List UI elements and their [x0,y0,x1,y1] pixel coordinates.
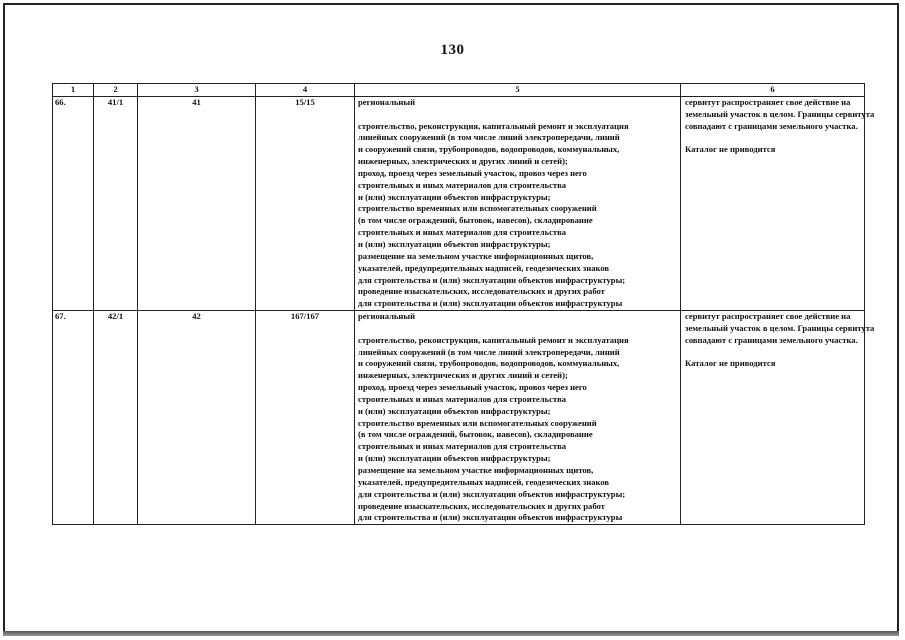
purpose-line: строительных и иных материалов для строительства [358,179,567,190]
purpose-line: и (или) эксплуатации объектов инфраструктуры; [358,191,551,202]
purpose-line: и сооружений связи, трубопроводов, водопроводов, коммунальных, [358,144,620,155]
purpose-line: и (или) эксплуатации объектов инфраструктуры; [358,238,551,249]
spacer [685,347,862,359]
purpose-line: линейных сооружений (в том числе линий электропередачи, линий [358,132,620,143]
note-line: земельный участок в целом. Границы сервитута [685,108,875,119]
note-line: совпадают с границами земельного участка. [685,120,858,131]
purpose-line: (в том числе ограждений, бытовок, навесов), складирование [358,215,593,226]
cell-col4: 15/15 [256,96,355,310]
purpose-line: и (или) эксплуатации объектов инфраструктуры; [358,405,551,416]
purpose-line: строительных и иных материалов для строительства [358,227,567,238]
cell-col2: 41/1 [94,96,138,310]
purpose-cell [355,96,681,310]
header-cell: 6 [681,84,865,97]
spacer [358,323,678,335]
purpose-line: для строительства и (или) эксплуатации объектов инфраструктуры; [358,488,626,499]
purpose-line: и (или) эксплуатации объектов инфраструктуры; [358,453,551,464]
cell-col4: 167/167 [256,311,355,525]
purpose-cell [355,311,681,525]
note-line: совпадают с границами земельного участка. [685,334,858,345]
purpose-line: для строительства и (или) эксплуатации объектов инфраструктуры [358,298,623,309]
cell-col2: 42/1 [94,311,138,525]
purpose-line: строительство временных или вспомогательных сооружений [358,203,597,214]
note-cell [681,311,875,525]
purpose-line: проход, проезд через земельный участок, провоз через него [358,382,587,393]
purpose-line: инженерных, электрических и других линий и сетей); [358,156,568,167]
header-cell: 2 [94,84,138,97]
table-row [53,311,865,525]
scan-edge [3,631,899,636]
cell-col3: 42 [138,311,256,525]
header-cell: 4 [256,84,355,97]
servitude-kind: региональный [358,311,416,322]
purpose-line: указателей, предупредительных надписей, геодезических знаков [358,262,610,273]
purpose-line: строительных и иных материалов для строительства [358,393,567,404]
purpose-line: проведение изыскательских, исследовательских и других работ [358,500,605,511]
purpose-line: строительство, реконструкция, капитальный ремонт и эксплуатация [358,120,629,131]
note-line: сервитут распространяет свое действие на [685,96,851,107]
purpose-line: (в том числе ограждений, бытовок, навесов), складирование [358,429,593,440]
purpose-line: линейных сооружений (в том числе линий электропередачи, линий [358,346,620,357]
purpose-line: строительство временных или вспомогательных сооружений [358,417,597,428]
purpose-line: для строительства и (или) эксплуатации объектов инфраструктуры [358,512,623,523]
purpose-line: инженерных, электрических и других линий и сетей); [358,370,568,381]
note-cell [681,96,875,310]
purpose-line: размещение на земельном участке информационных щитов, [358,250,594,261]
catalog-note: Каталог не приводится [685,144,776,155]
note-line: земельный участок в целом. Границы сервитута [685,322,875,333]
table-header-row [53,84,865,97]
page-number: 130 [440,42,465,58]
purpose-line: строительство, реконструкция, капитальный ремонт и эксплуатация [358,334,629,345]
servitude-kind: региональный [358,96,416,107]
catalog-note: Каталог не приводится [685,358,776,369]
spacer [358,109,678,121]
header-cell: 5 [355,84,681,97]
cell-col3: 41 [138,96,256,310]
purpose-line: и сооружений связи, трубопроводов, водопроводов, коммунальных, [358,358,620,369]
table-row [53,96,865,310]
purpose-line: для строительства и (или) эксплуатации объектов инфраструктуры; [358,274,626,285]
header-cell: 1 [53,84,94,97]
row-number: 67. [53,311,94,525]
header-cell: 3 [138,84,256,97]
servitude-table [52,83,875,525]
purpose-line: проход, проезд через земельный участок, провоз через него [358,167,587,178]
purpose-line: размещение на земельном участке информационных щитов, [358,465,594,475]
spacer [685,132,862,144]
row-number: 66. [53,96,94,310]
purpose-line: указателей, предупредительных надписей, геодезических знаков [358,476,610,487]
purpose-line: проведение изыскательских, исследовательских и других работ [358,286,605,297]
purpose-line: строительных и иных материалов для строительства [358,441,567,452]
note-line: сервитут распространяет свое действие на [685,311,851,322]
